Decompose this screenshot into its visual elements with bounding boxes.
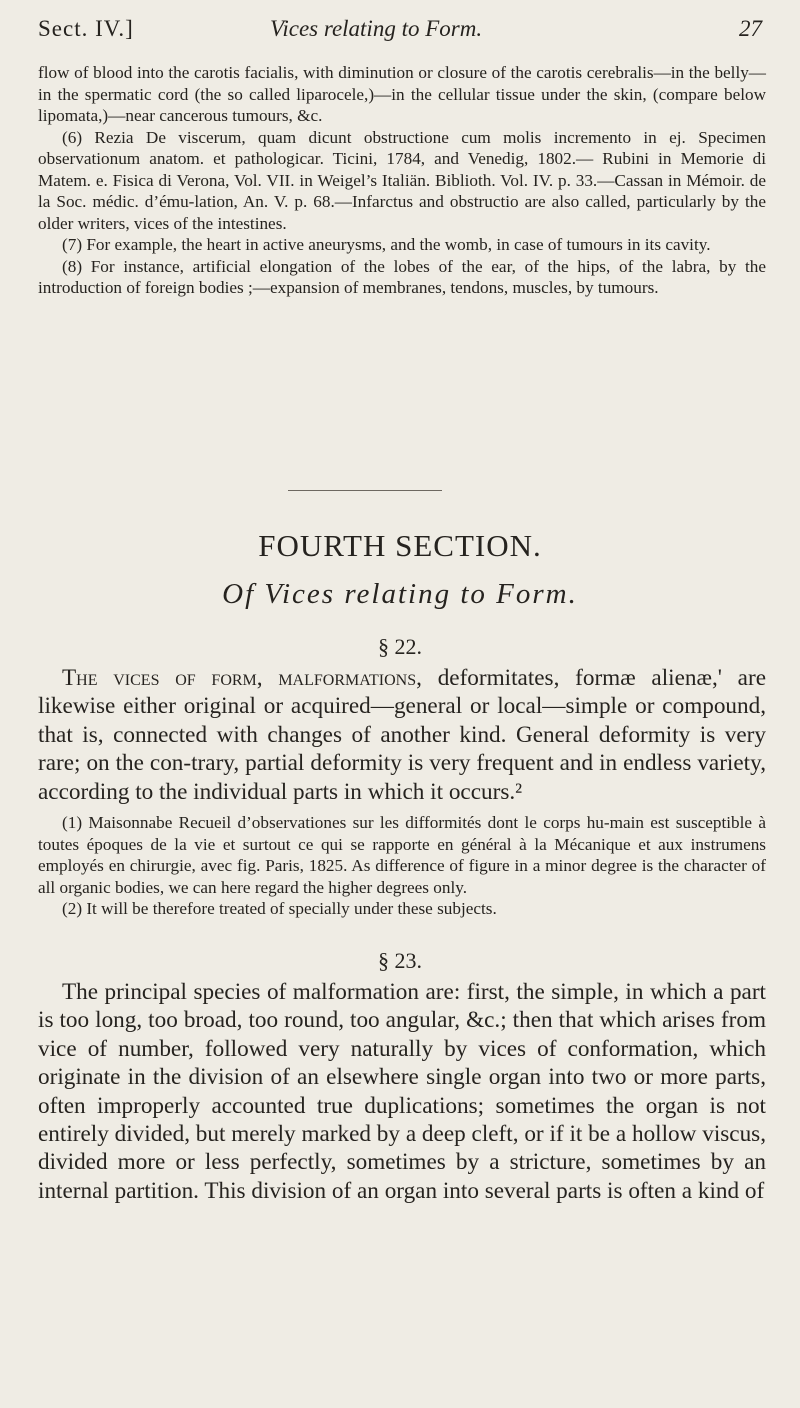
footnotes-22 bbox=[38, 812, 766, 920]
footnote-8: (8) For instance, artificial elongation of the lobes of the ear, of the hips, of the labra, by the introduction of foreign bodies ;—expansion of membranes, tendons, muscles, by tumours. bbox=[38, 256, 766, 297]
paragraph-number-23: § 23. bbox=[378, 948, 422, 973]
footnote-6: (6) Rezia De viscerum, quam dicunt obstructione cum molis incremento in ej. Specimen observationum anatom. et pathologicar. Ticini, 1784, and Venedig, 1802.— Rubini in Memorie di Matem. e. Fisica di Verona, Vol. VII. in Weigel’s Italiän. Biblioth. Vol. IV. p. 33.—Cassan in Mémoir. de la Soc. médic. d’ému-lation, An. V. p. 68.—Infarctus and obstructio are also called, particularly by the older writers, vices of the intestines. bbox=[38, 127, 766, 233]
footnote-7: (7) For example, the heart in active aneurysms, and the womb, in case of tumours in its cavity. bbox=[62, 235, 711, 254]
section-divider bbox=[288, 490, 442, 491]
page-number: 27 bbox=[739, 16, 762, 41]
paragraph-22-text: deformitates, formæ alienæ,' are likewise either original or acquired—general or local—simple or compound, that is, connected with changes of another kind. General deformity is very rare; on the con-trary, partial deformity is very frequent and in endless variety, according to the individual parts in which it occurs.² bbox=[38, 665, 766, 805]
paragraph-23-text: The principal species of malformation are: first, the simple, in which a part is too long, too broad, too round, too angular, &c.; then that which arises from vice of number, followed very naturally by vices of conformation, which originate in the division of an elsewhere single organ into two or more parts, often improperly accounted true duplications; sometimes the organ is not entirely divided, but merely marked by a deep cleft, or if it be a hollow viscus, divided more or less perfectly, sometimes by a stricture, sometimes by an internal partition. This division of an organ into several parts is often a kind of bbox=[38, 979, 766, 1204]
footnote-continuation: flow of blood into the carotis facialis, with diminution or closure of the carotis cerebralis—in the belly—in the spermatic cord (the so called liparocele,)—in the cellular tissue under the skin, (compare below lipomata,)—near cancerous tumours, &c. bbox=[38, 63, 766, 125]
running-title: Vices relating to Form. bbox=[270, 16, 483, 41]
section-label: Sect. IV.] bbox=[38, 16, 134, 41]
paragraph-22 bbox=[38, 664, 766, 806]
running-head bbox=[38, 16, 762, 46]
section-heading: FOURTH SECTION. bbox=[258, 528, 542, 563]
footnote-1: (1) Maisonnabe Recueil d’observationes sur les difformités dont le corps hu-main est susceptible à toutes époques de la vie et surtout ce qui se rapporte en général à la Mécanique et aux instrumens employés en chirurgie, avec fig. Paris, 1825. As difference of figure in a minor degree is the character of all organic bodies, we can here regard the higher degrees only. bbox=[38, 813, 766, 897]
paragraph-23 bbox=[38, 978, 766, 1205]
section-subtitle: Of Vices relating to Form. bbox=[222, 578, 578, 610]
paragraph-number-22: § 22. bbox=[378, 634, 422, 659]
paragraph-lead-in: The vices of form, malformations, bbox=[62, 665, 422, 691]
footnote-2: (2) It will be therefore treated of specially under these subjects. bbox=[62, 899, 497, 919]
footnotes-continued bbox=[38, 62, 766, 299]
